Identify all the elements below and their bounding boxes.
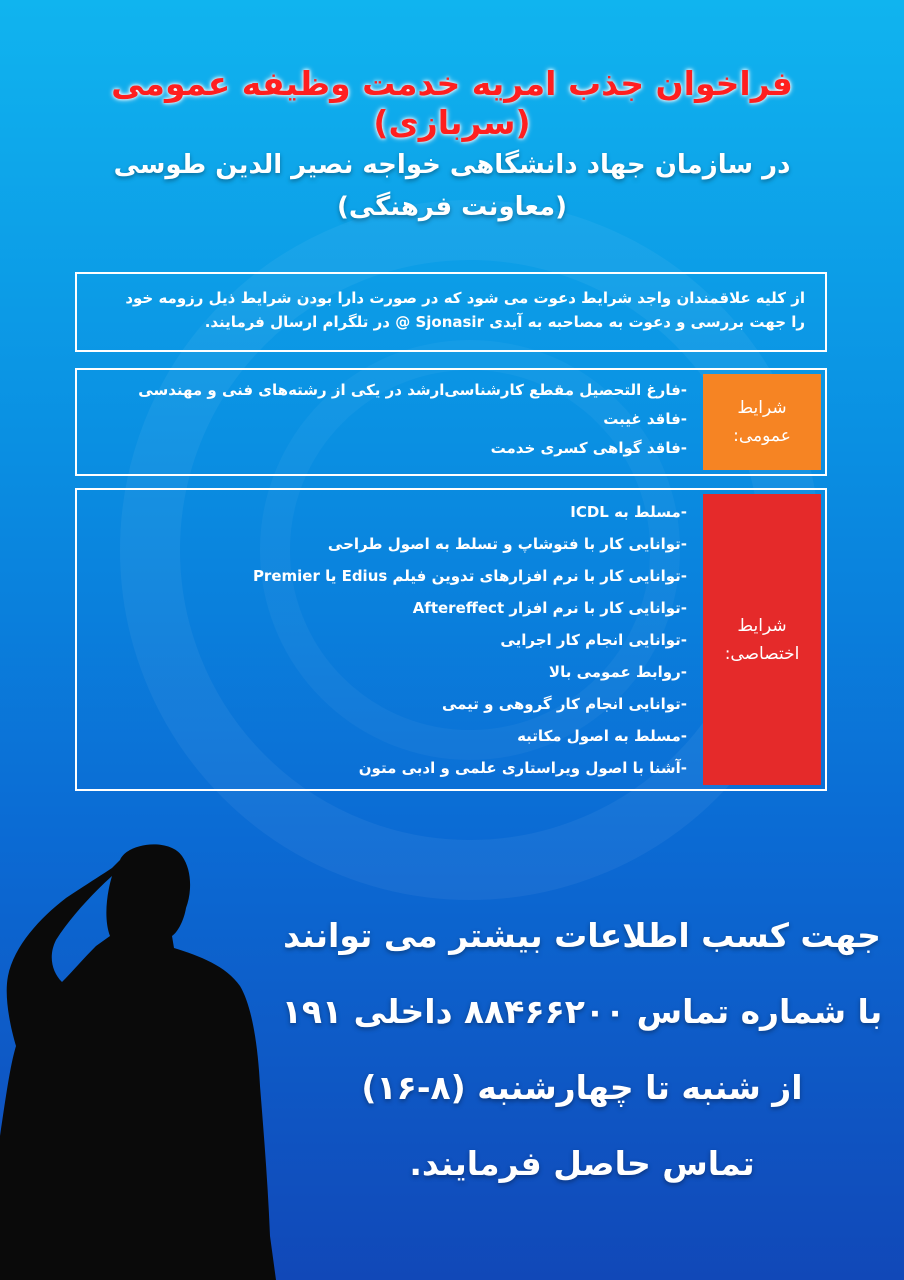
subheading [40, 144, 864, 228]
list-item: -آشنا با اصول ویراستاری علمی و ادبی متون [358, 759, 687, 777]
list-item: -توانایی کار با فتوشاپ و تسلط به اصول طراحی [327, 535, 687, 553]
contact-line-3: از شنبه تا چهارشنبه (۸-۱۶) [361, 1068, 803, 1107]
list-item: -مسلط به ICDL [570, 503, 687, 521]
specific-label-line-2: اختصاصی: [724, 643, 800, 664]
general-conditions-box [75, 368, 827, 476]
list-item: -مسلط به اصول مکاتبه [517, 727, 687, 745]
specific-conditions-label [703, 494, 821, 785]
list-item: -فاقد گواهی کسری خدمت [490, 439, 687, 457]
general-conditions-label [703, 374, 821, 470]
general-label-line-1: شرایط [737, 398, 787, 418]
subheading-line-1: در سازمان جهاد دانشگاهی خواجه نصیر الدین طوسی [113, 150, 791, 180]
list-item: -توانایی انجام کار اجرایی [500, 631, 687, 649]
contact-info [262, 898, 902, 1202]
specific-label-line-1: شرایط [737, 615, 787, 636]
specific-conditions-box [75, 488, 827, 791]
contact-line-4: تماس حاصل فرمایند. [409, 1144, 755, 1183]
list-item: -فارغ التحصیل مقطع کارشناسی‌ارشد در یکی از رشته‌های فنی و مهندسی [138, 381, 687, 399]
headline: فراخوان جذب امریه خدمت وظیفه عمومی (سربازی) [111, 64, 793, 142]
list-item: -فاقد غیبت [603, 410, 687, 428]
specific-conditions-list [87, 496, 687, 784]
list-item: -روابط عمومی بالا [548, 663, 687, 681]
saluting-soldier-silhouette-icon [0, 836, 290, 1280]
general-label-line-2: عمومی: [733, 426, 791, 446]
subheading-line-2: (معاونت فرهنگی) [336, 192, 568, 222]
intro-line-2: را جهت بررسی و دعوت به مصاحبه به آیدی Sjonasir @ در تلگرام ارسال فرمایند. [204, 313, 805, 331]
intro-line-1: از کلیه علاقمندان واجد شرایط دعوت می شود که در صورت دارا بودن شرایط ذیل رزومه خود [125, 289, 805, 307]
general-conditions-list [87, 376, 687, 463]
contact-line-1: جهت کسب اطلاعات بیشتر می توانند [283, 916, 881, 955]
contact-line-2: با شماره تماس ۸۸۴۶۶۲۰۰ داخلی ۱۹۱ [281, 992, 883, 1031]
list-item: -توانایی کار با نرم افزار Aftereffect [412, 599, 687, 617]
list-item: -توانایی انجام کار گروهی و تیمی [441, 695, 687, 713]
list-item: -توانایی کار با نرم افزارهای تدوین فیلم Edius یا Premier [252, 567, 687, 585]
intro-box [75, 272, 827, 352]
